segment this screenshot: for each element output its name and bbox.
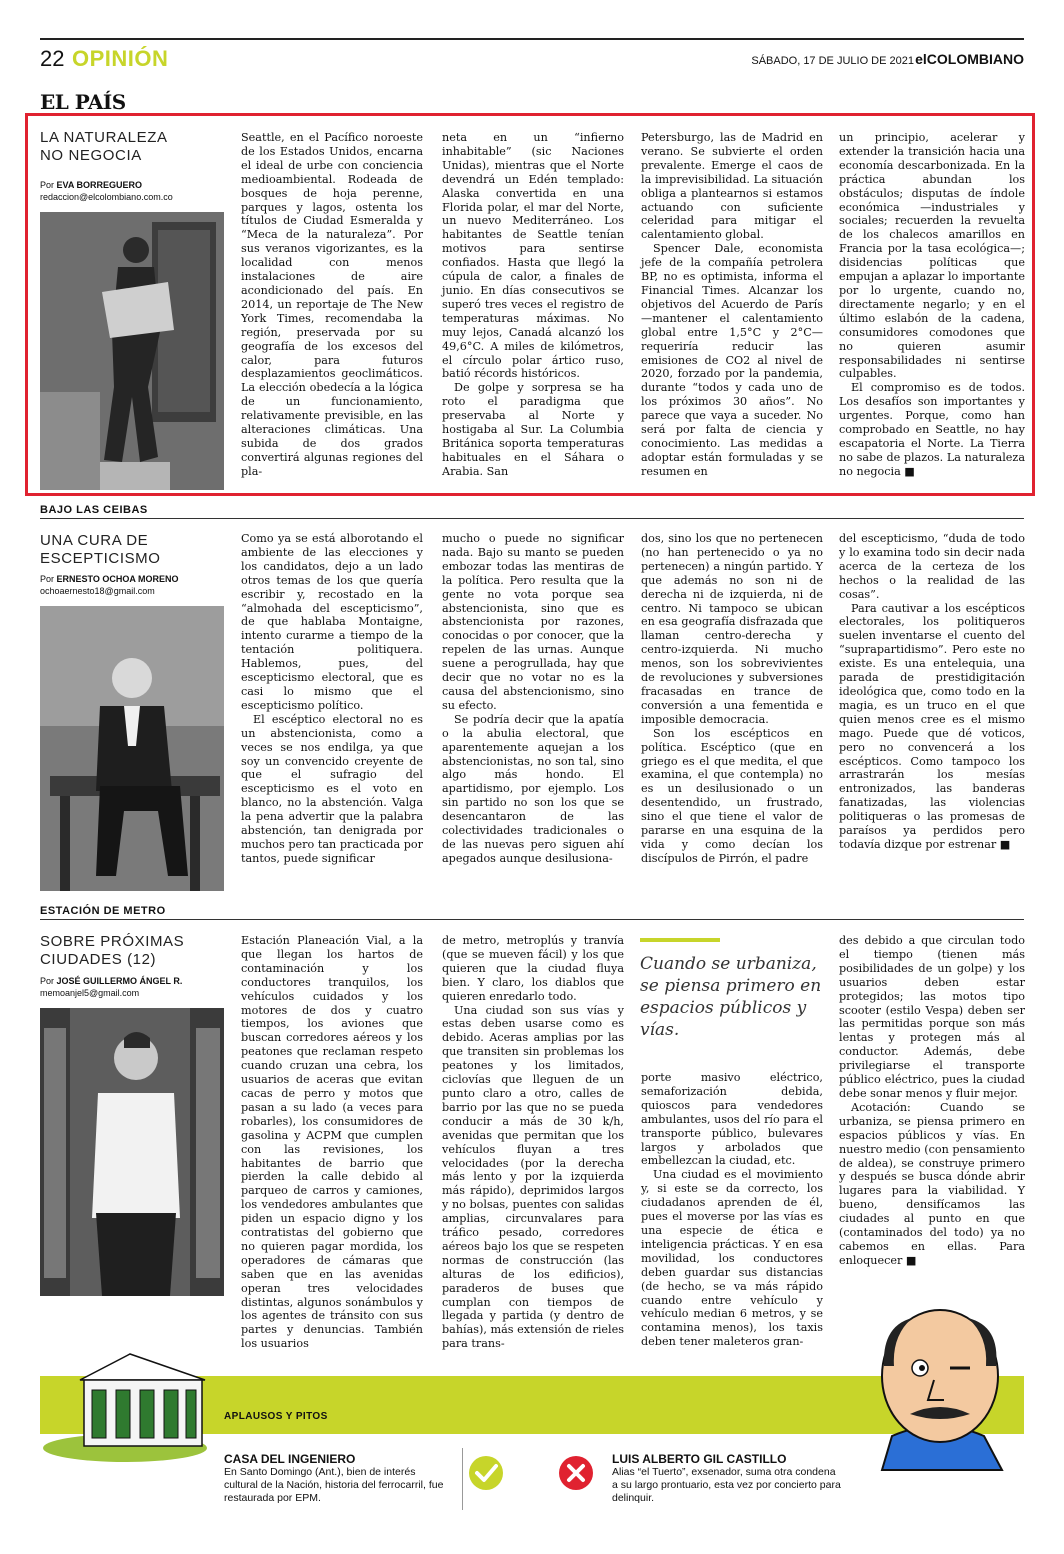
statue-photo-icon bbox=[40, 212, 224, 490]
building-illustration-icon bbox=[40, 1340, 210, 1464]
aplausos-divider bbox=[462, 1448, 463, 1510]
article2-column-2: mucho o puede no significar nada. Bajo su manto se pueden embozar todas las mentiras de la política. Pero resulta que la gente no vota porque sea abstencionista, sino que es abstencionista por razones, conocidas o por conocer, que la repelen de las urnas. Aunque suene a perogrullada, hay que decir que no votar no es la causa del abstencionismo, sino su efecto. Se podría decir que la apatía o la abulia electoral, que aparentemente aquejan a los abstencionistas, no son tal, sino algo más hondo. El apartidismo, por ejemplo. Los sin partido no son los que se desencantaron de las colectividades tradicionales o de las nuevas pero siguen ahí apegados aunque desilusiona- bbox=[442, 532, 624, 865]
author-portrait-icon bbox=[40, 606, 224, 891]
brand-prefix: el bbox=[915, 51, 927, 67]
header-rule bbox=[40, 38, 1024, 40]
article3-byline: Por JOSÉ GUILLERMO ÁNGEL R. bbox=[40, 976, 183, 986]
negative-item bbox=[612, 1452, 844, 1505]
article3-kicker: ESTACIÓN DE METRO bbox=[40, 905, 166, 917]
article1-column-1: Seattle, en el Pacífico noroeste de los Estados Unidos, encarna el ideal de urbe con conciencia medioambiental. Rodeada de bosques de hoja perenne, parques y lagos, ostenta los títulos de Ciudad Esmeralda y “Meca de la naturaleza”. Por sus veranos vigorizantes, es la localidad con menos instalaciones de aire acondicionado del país. En 2014, un reportaje de The New York Times, recomendaba la región, preservada por su geografía de los excesos del calor, para futuros desplazamientos geoclimáticos. La elección obedecía a la lógica de un funcionamiento, relativamente previsible, en las alteraciones climáticas. Una subida de dos grados convertirá algunas regiones del pla- bbox=[241, 131, 423, 478]
article2-column-1: Como ya se está alborotando el ambiente de las elecciones y los candidatos, dejo a un lado otros temas de los que quería escribir y, recostado en la “almohada del escepticismo”, de que hablaba Montaigne, intento curarme a tiempo de la tentación politiquera. Hablemos, pues, del escepticismo electoral, que es casi lo mismo que el escepticismo político. El escéptico electoral no es un abstencionista, como a veces se nos endilga, ya que soy un convencido creyente de que el sufragio del escepticismo es el voto en blanco, no la abstención. Valga la pena advertir que la palabra abstención, tan denigrada por muchos pero tan practicada por tantos, puede significar bbox=[241, 532, 423, 865]
article1-email[interactable]: redaccion@elcolombiano.com.co bbox=[40, 192, 173, 202]
positive-name: CASA DEL INGENIERO bbox=[224, 1452, 356, 1466]
article3-column-1: Estación Planeación Vial, a la que llegan los hartos de contaminación y los conductores tranquilos, los vehículos cuidados y los motores de dos y cuatro tiempos, los aviones que buscan corredores aéreos y los peatones que reclaman respeto cuando cruzan una cebra, los usuarios de aceras que evitan cacas de perro y motos que pasan a su lado (a veces para robarles), los consumidores de gasolina y ACPM que cumplen con las revisiones, los habitantes de barrio que pierden la calle debido al parqueo de carros y camiones, los vendedores ambulantes que piden un espacio digno y los contratistas del gobierno que no quieren pagar mordida, los operadores de cámaras que saben que en las avenidas operan tres velocidades distintas, algunos sonámbulos y los agentes de tránsito con sus partes y denuncias. También los usuarios bbox=[241, 934, 423, 1351]
source-logo: EL PAÍS bbox=[40, 90, 126, 114]
brand-logo bbox=[915, 51, 1024, 67]
check-icon bbox=[468, 1455, 504, 1491]
article2-title: UNA CURA DE ESCEPTICISMO bbox=[40, 532, 161, 567]
page-number: 22 bbox=[40, 46, 65, 71]
article2-email[interactable]: ochoaernesto18@gmail.com bbox=[40, 586, 155, 596]
pull-quote-bar bbox=[640, 938, 720, 942]
article3-column-2: de metro, metroplús y tranvía (que se mueven fácil) y los que quieren que la ciudad fluya bien. Y claro, los diablos que quieren enredarlo todo. Una ciudad son sus vías y estas deben usarse como es debido. Aceras amplias por las que transiten sin problemas los peatones y los limitados, ciclovías que lleguen de un punto claro a otro, calles de barrio por las que no se pueda conducir a más de 30 k/h, avenidas que permitan que los vehículos fluyan a tres velocidades (por la derecha más lento y por la izquierda más rápido), deprimidos largos y no bolsas, puentes con salidas amplias, circunvalares para tráfico pesado, corredores aéreos bajo los que se respeten normas de construcción (las alturas de los edificios), paraderos de buses que cumplan con tiempos de llegada y partida (y dentro de bahías), más extensión de rieles para trans- bbox=[442, 934, 624, 1351]
article3-column-3: porte masivo eléctrico, semaforización debida, quioscos para vendedores ambulantes, usos del río para el transporte público, bulevares largos y arbolados que embellezcan la ciudad, etc. Una ciudad es el movimiento y, si este se da correcto, los ciudadanos aprenden de él, pues el moverse por las vías es una especie de ética e inteligencia prácticas. Y en esa movilidad, los conductores deben guardar sus distancias (de hecho, se va más rápido cuando entre vehículo y vehículo median 6 metros, y se contamina menos), los taxis deben tener maleteros gran- bbox=[641, 1071, 823, 1349]
negative-text: Alias “el Tuerto”, exsenador, suma otra condena a su largo prontuario, esta vez por concierto para delinquir. bbox=[612, 1466, 841, 1504]
article3-title: SOBRE PRÓXIMAS CIUDADES (12) bbox=[40, 933, 185, 968]
brand-name: COLOMBIANO bbox=[926, 51, 1024, 67]
caricature-icon bbox=[852, 1296, 1024, 1470]
article2-column-4: del escepticismo, “duda de todo y lo examina todo sin decir nada acerca de la certeza de los hechos o la realidad de las cosas”. Para cautivar a los escépticos electorales, los politiqueros suelen inventarse el cuento del “suprapartidismo”. Pero este no existe. Es una entelequia, una parada de prestidigitación ideológica que, como todo en la magia, es un truco en el que quien menos cree es el mismo mago. Puede que dé voticos, pero no convencerá a los escépticos. Como tampoco los arrastrarán los mesías entronizados, las banderas fanatizadas, las violencias politiqueras o las promesas de paraísos ya perdidos pero todavía dizque por estrenar ■ bbox=[839, 532, 1025, 851]
article2-byline: Por ERNESTO OCHOA MORENO bbox=[40, 574, 179, 584]
positive-text: En Santo Domingo (Ant.), bien de interés cultural de la Nación, historia del ferrocarril, fue restaurada por EPM. bbox=[224, 1466, 444, 1504]
article1-column-2: neta en un “infierno inhabitable” (sic Naciones Unidas), mientras que el Norte devendrá un Edén templado: Alaska convertida en una Florida polar, el mar del Norte, un nuevo Mediterráneo. Los habitantes de Seattle tenían motivos para sentirse confiados. Hasta que llegó la cúpula de calor, a finales de junio. En días consecutivos se superó tres veces el registro de temperaturas máximas. No muy lejos, Canadá alcanzó los 49,6°C. A miles de kilómetros, el círculo polar ártico ruso, batió récords históricos. De golpe y sorpresa se ha roto el paradigma que preservaba al Norte y hostigaba al Sur. La Columbia Británica soporta temperaturas habituales en el Sáhara o Arabia. San bbox=[442, 131, 624, 478]
article2-column-3: dos, sino los que no pertenecen (no han pertenecido o ya no pertenecen) a ningún partido. Y que además no son ni de derecha ni de izquierda, ni de centro. Ni tampoco se ubican en esa geografía disfrazada que llaman centro-derecha y centro-izquierda. Ni mucho menos, son los sobrevivientes de revoluciones y subversiones fracasadas en trance de conversión a una fementida e imposible democracia. Son los escépticos en política. Escéptico (que en griego es el que medita, el que examina, el que contempla) no es un desilusionado o un desentendido, un frustrado, sino el que tiene el valor de pararse en una esquina de la vida y como decían los discípulos de Pirrón, el padre bbox=[641, 532, 823, 865]
article2-rule bbox=[40, 518, 1024, 519]
pull-quote: Cuando se urbaniza, se piensa primero en espacios públicos y vías. bbox=[640, 954, 822, 1040]
cross-icon bbox=[558, 1455, 594, 1491]
section-name: OPINIÓN bbox=[72, 46, 169, 71]
article1-title: LA NATURALEZA NO NEGOCIA bbox=[40, 129, 168, 164]
article3-rule bbox=[40, 919, 1024, 920]
positive-item bbox=[224, 1452, 449, 1505]
article1-column-4: un principio, acelerar y extender la transición hacia una economía descarbonizada. En la práctica abundan los obstáculos; disputas de índole económica —industriales y sociales; recuerden la revuelta de los chalecos amarillos en Francia por la tasa ecológica—; disidencias políticas que empujan a aplazar lo importante por lo urgente, cuando no, directamente negarlo; y en el último eslabón de la cadena, consumidores comodones que no quieren asumir responsabilidades ni sentirse culpables. El compromiso es de todos. Los desafíos son importantes y urgentes. Porque, como han comprobado en Seattle, no hay escapatoria el Norte. La Tierra no sabe de plazos. La naturaleza no negocia ■ bbox=[839, 131, 1025, 478]
article1-byline: Por EVA BORREGUERO bbox=[40, 180, 143, 190]
article1-column-3: Petersburgo, las de Madrid en verano. Se subvierte el orden prevalente. Emerge el caos de la imprevisibilidad. La situación obliga a plantearnos si estamos actuando con suficiente celeridad para mitigar el calentamiento global. Spencer Dale, economista jefe de la compañía petrolera BP, no es optimista, informa el Financial Times. Alcanzar los objetivos del Acuerdo de París —mantener el calentamiento global entre 1,5°C y 2°C— requeriría reducir las emisiones de CO2 al nivel de 2020, forzado por la pandemia, durante “todos y cada uno de los próximos 30 años”. No parece que vaya a suceder. No será por falta de ciencia y conocimiento. Las medidas a adoptar están formuladas y se resumen en bbox=[641, 131, 823, 478]
article2-kicker: BAJO LAS CEIBAS bbox=[40, 504, 148, 516]
article3-column-4: des debido a que circulan todo el tiempo (tienen más posibilidades de un golpe) y los usuarios deben estar protegidos; las motos tipo scooter (estilo Vespa) deben ser las permitidas porque son más lentas y protegen más al conductor. Además, debe privilegiarse el transporte público eléctrico, pues la ciudad debe sonar menos y fluir mejor. Acotación: Cuando se urbaniza, se piensa primero en espacios públicos y vías. En nuestro medio (con pensamiento de aldea), se construye primero y después se busca dónde abrir lugares para la viabilidad. Y bueno, densifícamos las ciudades al punto en que (contaminados del todo) ya no cabemos en ellas. Para enloquecer ■ bbox=[839, 934, 1025, 1267]
article3-email[interactable]: memoanjel5@gmail.com bbox=[40, 988, 140, 998]
aplausos-title: APLAUSOS Y PITOS bbox=[224, 1411, 328, 1422]
negative-name: LUIS ALBERTO GIL CASTILLO bbox=[612, 1452, 787, 1466]
author-portrait-icon bbox=[40, 1008, 224, 1296]
date-line: SÁBADO, 17 DE JULIO DE 2021 bbox=[751, 55, 914, 67]
